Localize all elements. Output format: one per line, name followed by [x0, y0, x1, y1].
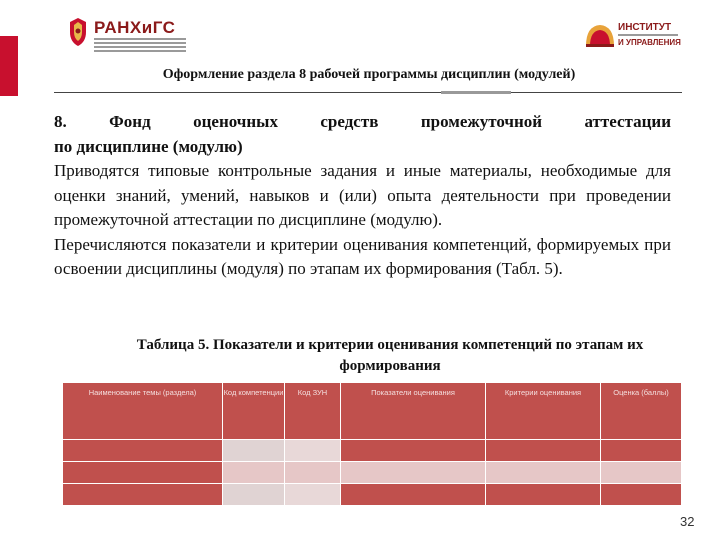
table-cell [223, 440, 285, 462]
table-row [63, 462, 682, 484]
divider-accent [441, 91, 511, 94]
institute-logo [584, 22, 688, 48]
paragraph-2: Перечисляются показатели и критерии оценивания компетенций, формируемых при освоении дисциплины (модуля) по этапам их формирования (Табл. 5). [54, 234, 671, 278]
logo-right-subtitle: И УПРАВЛЕНИЯ [618, 38, 681, 47]
table-header-row [63, 383, 682, 440]
logo-right-subline [618, 34, 678, 36]
table-cell [285, 484, 341, 506]
table-cell [223, 484, 285, 506]
table-cell [63, 440, 223, 462]
table-caption: Таблица 5. Показатели и критерии оценивания компетенций по этапам их формирования [136, 337, 644, 374]
column-header: Критерии оценивания [486, 383, 601, 440]
table-cell [63, 462, 223, 484]
table-row [63, 484, 682, 506]
column-header: Наименование темы (раздела) [63, 383, 223, 440]
table-row [63, 440, 682, 462]
criteria-table [62, 382, 682, 506]
ranepa-logo [66, 14, 216, 54]
table-cell [486, 440, 601, 462]
table-cell [486, 462, 601, 484]
eagle-crest-icon [66, 16, 90, 48]
table-cell [285, 462, 341, 484]
heading-line-2: по дисциплине (модулю) [54, 136, 243, 156]
table-cell [601, 484, 682, 506]
table-cell [341, 484, 486, 506]
column-header: Оценка (баллы) [601, 383, 682, 440]
paragraph-1: Приводятся типовые контрольные задания и иные материалы, необходимые для оценки знаний, умений, навыков и (или) опыта деятельности при проведении промежуточной аттестации по дисциплине (модулю). [54, 161, 671, 229]
logo-right-title: ИНСТИТУТ [618, 22, 672, 33]
column-header: Код компетенции [223, 383, 285, 440]
table-cell [486, 484, 601, 506]
title-divider [54, 92, 682, 93]
logo-left-text: РАНХиГС [94, 18, 176, 37]
table-cell [601, 440, 682, 462]
table-cell [223, 462, 285, 484]
section-title: Оформление раздела 8 рабочей программы дисциплин (модулей) [162, 67, 576, 82]
page-number: 32 [680, 514, 695, 529]
table-cell [341, 440, 486, 462]
column-header: Код ЗУН [285, 383, 341, 440]
table-cell [63, 484, 223, 506]
dome-icon [584, 22, 616, 48]
table-cell [285, 440, 341, 462]
table-cell [601, 462, 682, 484]
column-header: Показатели оценивания [341, 383, 486, 440]
table-cell [341, 462, 486, 484]
accent-bar [0, 36, 18, 96]
heading-line-1: 8. Фонд оценочных средств промежуточной аттестации [54, 112, 671, 131]
body-text [54, 110, 671, 282]
logo-left-subtext [94, 38, 186, 54]
